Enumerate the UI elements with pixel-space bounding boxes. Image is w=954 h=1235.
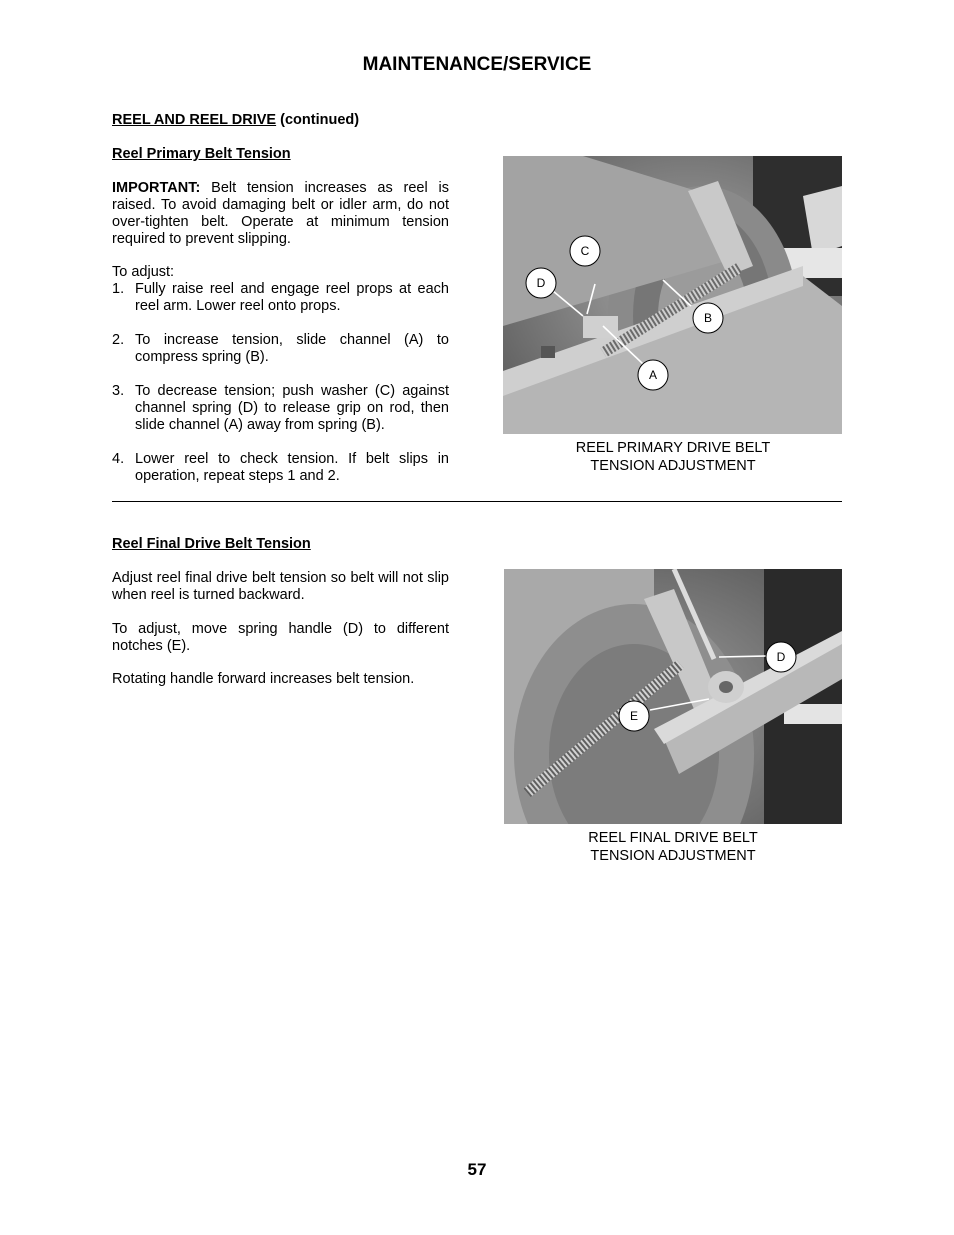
callout-c: C [580,244,590,258]
final-para-1: Adjust reel final drive belt tension so belt will not slip when reel is turned backward. [112,570,449,603]
callout-e: E [629,709,639,723]
adjust-intro: To adjust: [112,264,175,280]
primary-belt-photo [503,156,842,434]
callout-a: A [648,368,658,382]
step-item: 4. Lower reel to check tension. If belt slips in operation, repeat steps 1 and 2. [112,451,449,484]
important-text: Belt tension increases as reel is raised. To avoid damaging belt or idler arm, do not over-tighten belt. Operate at minimum tension required to prevent slipping. [112,180,449,247]
section-suffix: (continued) [276,112,360,128]
page-number: 57 [467,1160,487,1179]
primary-photo-caption: REEL PRIMARY DRIVE BELT TENSION ADJUSTMENT [575,440,771,474]
important-label: IMPORTANT: [112,180,201,196]
section-title: REEL AND REEL DRIVE [112,112,277,128]
important-note [112,180,449,248]
callout-d: D [776,650,786,664]
primary-belt-heading: Reel Primary Belt Tension [112,146,291,162]
final-photo-caption: REEL FINAL DRIVE BELT TENSION ADJUSTMENT [588,830,758,864]
final-belt-photo [504,569,842,824]
step-item: 1. Fully raise reel and engage reel props at each reel arm. Lower reel onto props. [112,281,449,314]
final-para-3: Rotating handle forward increases belt tension. [112,671,415,687]
page-title: MAINTENANCE/SERVICE [362,54,592,75]
callout-b: B [703,311,713,325]
step-item: 2. To increase tension, slide channel (A) to compress spring (B). [112,332,449,365]
section-heading [112,112,359,128]
section-divider [112,501,842,502]
final-belt-heading: Reel Final Drive Belt Tension [112,536,311,552]
final-para-2: To adjust, move spring handle (D) to different notches (E). [112,621,449,654]
callout-d: D [536,276,546,290]
step-item: 3. To decrease tension; push washer (C) against channel spring (D) to release grip on rod, then slide channel (A) away from spring (B). [112,383,449,433]
adjust-steps [112,281,449,502]
